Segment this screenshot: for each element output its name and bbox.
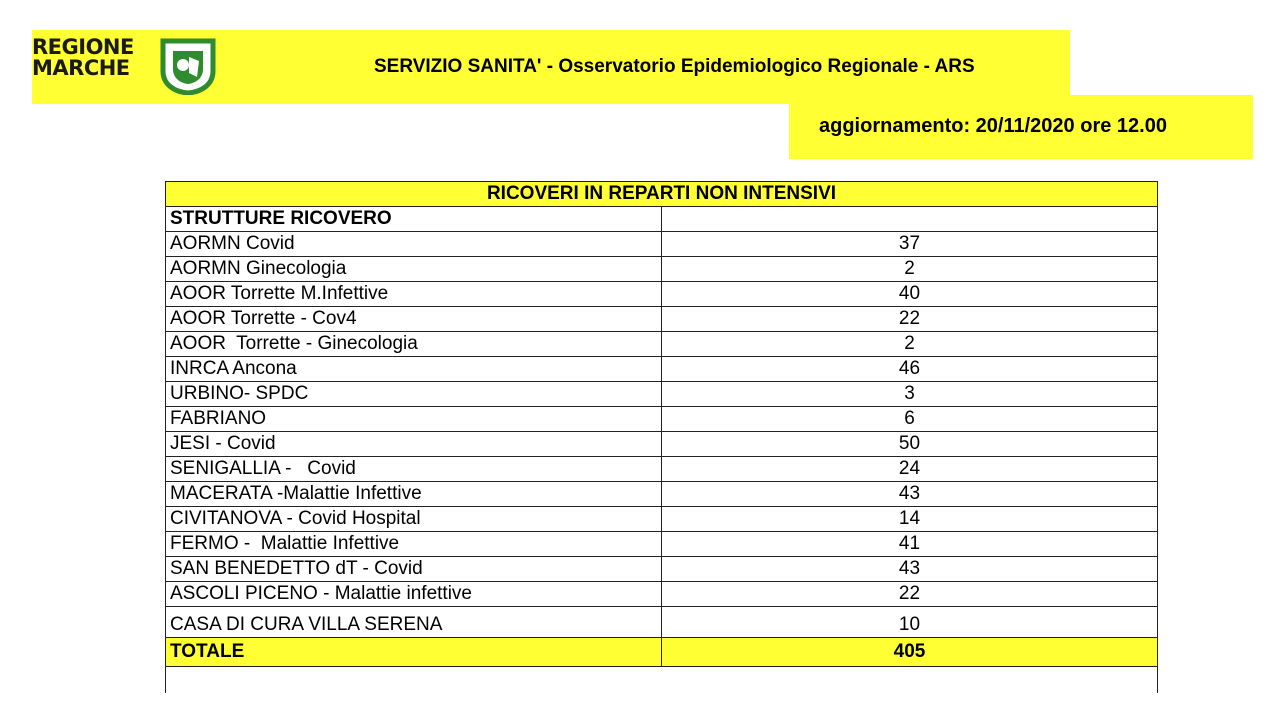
structure-name: ASCOLI PICENO - Malattie infettive [166, 582, 662, 607]
logo-line-1: REGIONE [32, 35, 134, 59]
table-row [166, 607, 1158, 638]
patient-count: 37 [662, 232, 1158, 257]
patient-count: 22 [662, 582, 1158, 607]
table-row [166, 432, 1158, 457]
structure-name: SAN BENEDETTO dT - Covid [166, 557, 662, 582]
structure-name: FABRIANO [166, 407, 662, 432]
service-title: SERVIZIO SANITA' - Osservatorio Epidemiologico Regionale - ARS [374, 56, 975, 77]
table-row [166, 407, 1158, 432]
regione-marche-emblem-icon [159, 37, 217, 95]
table-row [166, 532, 1158, 557]
regione-marche-logo [32, 37, 222, 97]
total-row [166, 638, 1158, 667]
structure-name: MACERATA -Malattie Infettive [166, 482, 662, 507]
patient-count: 22 [662, 307, 1158, 332]
table-title-row [166, 182, 1158, 207]
update-timestamp: aggiornamento: 20/11/2020 ore 12.00 [819, 115, 1167, 137]
structure-name: CIVITANOVA - Covid Hospital [166, 507, 662, 532]
patient-count: 6 [662, 407, 1158, 432]
patient-count: 43 [662, 482, 1158, 507]
table-body [166, 182, 1158, 694]
table-title: RICOVERI IN REPARTI NON INTENSIVI [166, 182, 1158, 207]
empty-cell [166, 667, 1158, 694]
logo-text [32, 37, 134, 79]
column-header-value [662, 207, 1158, 232]
table-row [166, 582, 1158, 607]
logo-line-2: MARCHE [32, 56, 130, 80]
structure-name: FERMO - Malattie Infettive [166, 532, 662, 557]
table-row [166, 232, 1158, 257]
table-header-row [166, 207, 1158, 232]
table-row [166, 382, 1158, 407]
table-row [166, 457, 1158, 482]
patient-count: 2 [662, 332, 1158, 357]
patient-count: 50 [662, 432, 1158, 457]
patient-count: 24 [662, 457, 1158, 482]
structure-name: INRCA Ancona [166, 357, 662, 382]
total-value: 405 [662, 638, 1158, 667]
table-row [166, 357, 1158, 382]
total-label: TOTALE [166, 638, 662, 667]
table-row [166, 482, 1158, 507]
table-row [166, 257, 1158, 282]
table-row [166, 282, 1158, 307]
structure-name: AOOR Torrette M.Infettive [166, 282, 662, 307]
structure-name: AOOR Torrette - Cov4 [166, 307, 662, 332]
patient-count: 10 [662, 607, 1158, 638]
structure-name: JESI - Covid [166, 432, 662, 457]
table-row [166, 307, 1158, 332]
patient-count: 14 [662, 507, 1158, 532]
patient-count: 41 [662, 532, 1158, 557]
patient-count: 40 [662, 282, 1158, 307]
table-row [166, 557, 1158, 582]
structure-name: SENIGALLIA - Covid [166, 457, 662, 482]
patient-count: 3 [662, 382, 1158, 407]
structure-name: AORMN Ginecologia [166, 257, 662, 282]
structure-name: AORMN Covid [166, 232, 662, 257]
table-row [166, 507, 1158, 532]
column-header-structures: STRUTTURE RICOVERO [166, 207, 662, 232]
structure-name: URBINO- SPDC [166, 382, 662, 407]
patient-count: 2 [662, 257, 1158, 282]
table-row [166, 332, 1158, 357]
hospitalization-table [165, 181, 1158, 693]
structure-name: AOOR Torrette - Ginecologia [166, 332, 662, 357]
patient-count: 46 [662, 357, 1158, 382]
patient-count: 43 [662, 557, 1158, 582]
empty-row [166, 667, 1158, 694]
structure-name: CASA DI CURA VILLA SERENA [166, 607, 662, 638]
